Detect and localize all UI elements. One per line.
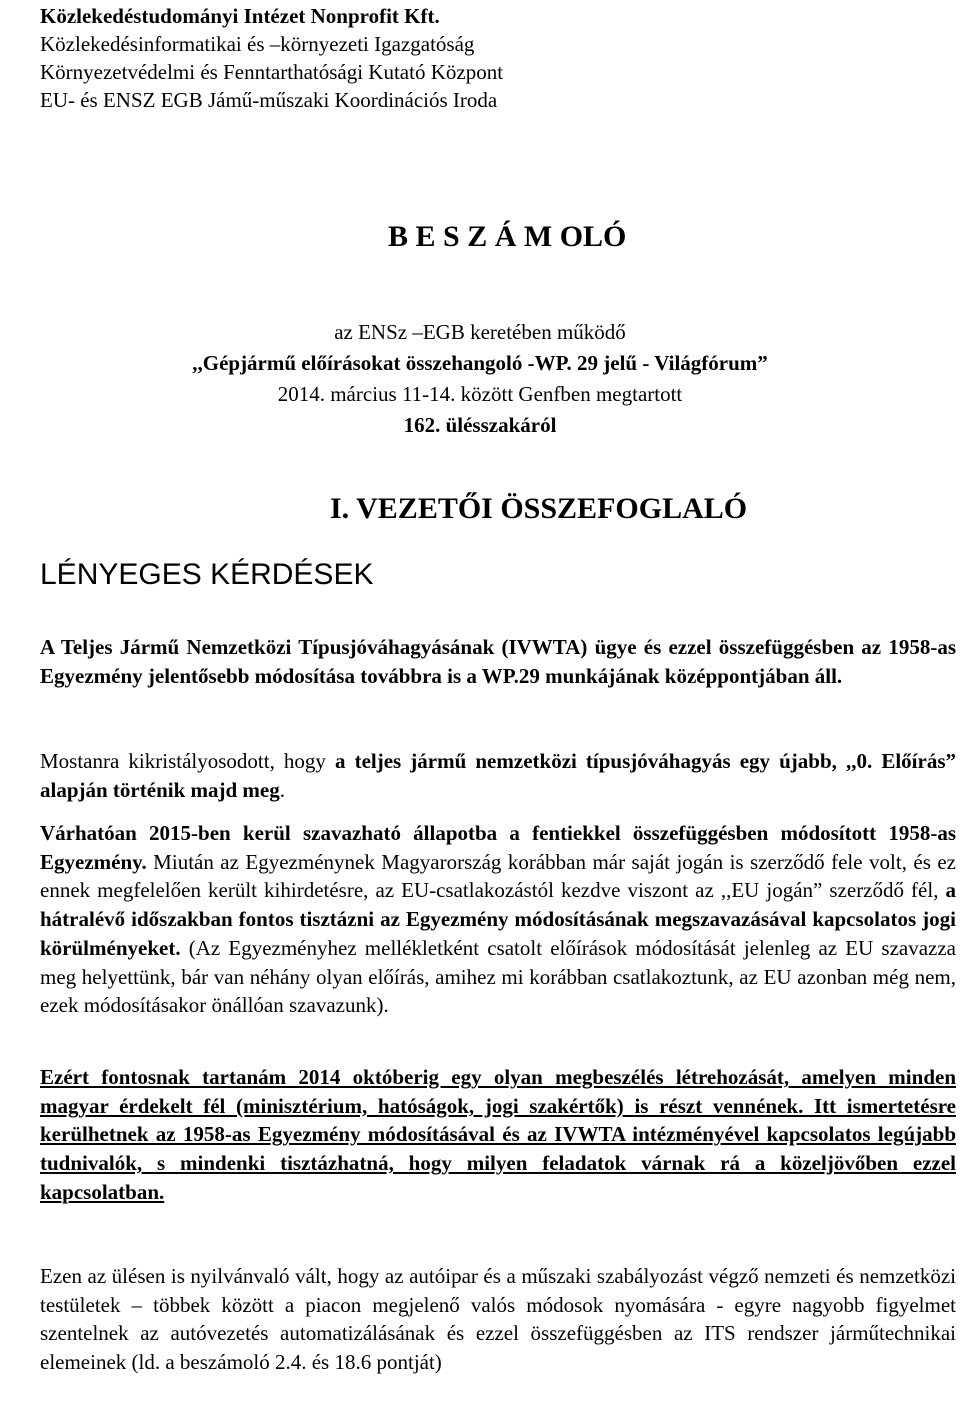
- paragraph-4-text: Ezért fontosnak tartanám 2014 októberig egy olyan megbeszélés létrehozását, amelyen minden magyar érdekelt fél (minisztérium, hatóságok, jogi szakértők) is részt vennének. Itt ismertetésre kerülhetnek az 1958-as Egyezmény módosításával és az IVWTA intézményével kapcsolatos legújabb tudnivalók, s mindenki tisztázhatná, hogy milyen feladatok várnak rá a közeljövőben ezzel kapcsolatban.: [40, 1065, 956, 1204]
- paragraph-3-bold-a: Várhatóan 2015-ben kerül szavazható állapotba a fentiekkel összefüggésben módosított 1958-as Egyezmény.: [40, 821, 956, 874]
- paragraph-2-text-a: Mostanra kikristályosodott, hogy: [40, 749, 335, 773]
- paragraph-3: [40, 819, 956, 1020]
- subtitle-line-1: az ENSz –EGB keretében működő: [334, 320, 626, 344]
- paragraph-5: [40, 1262, 956, 1377]
- paragraph-2: [40, 747, 956, 804]
- header-line-2: Közlekedésinformatikai és –környezeti Igazgatóság: [40, 32, 475, 56]
- paragraph-2-bold: a teljes jármű nemzetközi típusjóváhagyás egy újabb, ,,0. Előírás” alapján történik majd meg: [40, 749, 957, 802]
- report-title: B E S Z Á M OLÓ: [388, 220, 627, 253]
- paragraph-3-text-b: (Az Egyezményhez mellékletként csatolt előírások módosítását jelenleg az EU szavazza meg helyettünk, bár van néhány olyan előírás, amihez mi korábban csatlakoztunk, az EU azonban még nem, ezek módosításakor önállóan szavazunk).: [40, 935, 956, 1018]
- header-line-3: Környezetvédelmi és Fenntarthatósági Kutató Központ: [40, 60, 504, 84]
- paragraph-1-text: A Teljes Jármű Nemzetközi Típusjóváhagyásának (IVWTA) ügye és ezzel összefüggésben az 1958-as Egyezmény jelentősebb módosítása továbbra is a WP.29 munkájának középpontjában áll.: [40, 635, 956, 688]
- subtitle-line-2: ,,Gépjármű előírásokat összehangoló -WP. 29 jelű - Világfórum”: [192, 351, 768, 375]
- organization-header: [40, 2, 503, 114]
- paragraph-2-text-b: .: [279, 777, 285, 802]
- paragraph-3-text-a: Miután az Egyezménynek Magyarország korábban már saját jogán is szerződő fele volt, és ez ennek megfelelően került kihirdetésre, az EU-csatlakozástól kezdve viszont az ,,EU jogán” szerződő fél,: [40, 849, 956, 903]
- header-line-4: EU- és ENSZ EGB Jámű-műszaki Koordinációs Iroda: [40, 88, 498, 112]
- paragraph-1: [40, 633, 956, 690]
- subtitle-line-3: 2014. március 11-14. között Genfben megtartott: [277, 382, 683, 406]
- header-line-1: Közlekedéstudományi Intézet Nonprofit Kft.: [40, 4, 440, 28]
- paragraph-4: [40, 1063, 956, 1207]
- paragraph-3-bold-b: a hátralévő időszakban fontos tisztázni az Egyezmény módosításának megszavazásával kapcsolatos jogi körülményeket.: [40, 878, 956, 960]
- paragraph-5-text: Ezen az ülésen is nyilvánvaló vált, hogy az autóipar és a műszaki szabályozást végző nemzeti és nemzetközi testületek – többek között a piacon megjelenő valós módosok nyomására - egyre nagyobb figyelmet szentelnek az autóvezetés automatizálásának és ezzel összefüggésben az ITS rendszer járműtechnikai elemeinek (ld. a beszámoló 2.4. és 18.6 pontját): [40, 1264, 956, 1375]
- key-questions-heading: LÉNYEGES KÉRDÉSEK: [40, 558, 374, 591]
- section-title: I. VEZETŐI ÖSSZEFOGLALÓ: [330, 492, 748, 525]
- subtitle-line-4: 162. ülésszakáról: [403, 413, 557, 437]
